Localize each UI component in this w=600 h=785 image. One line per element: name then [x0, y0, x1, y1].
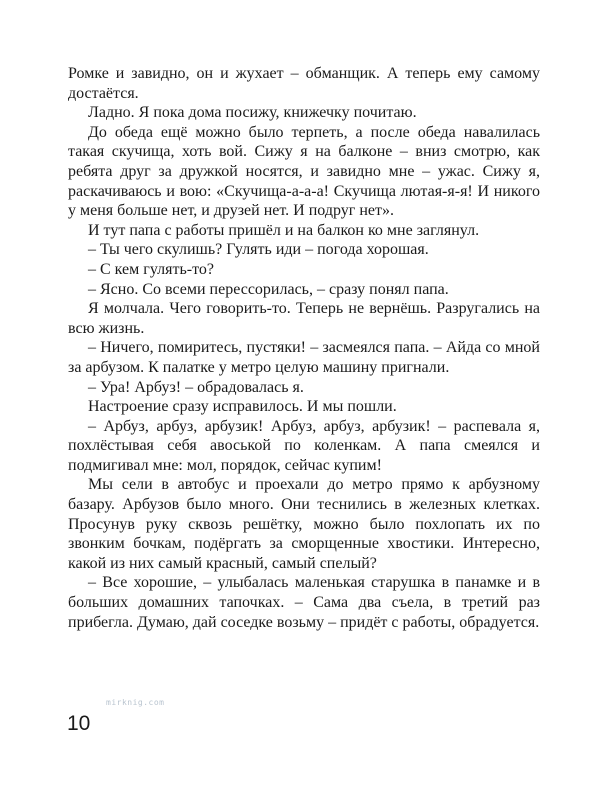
paragraph: Ладно. Я пока дома посижу, книжечку почитаю.	[88, 104, 417, 122]
paragraph: Я молчала. Чего говорить-то. Теперь не вернёшь. Разругались на всю жизнь.	[68, 300, 540, 337]
paragraph: – Арбуз, арбуз, арбузик! Арбуз, арбуз, арбузик! – распевала я, похлёстывая себя авоськой по коленкам. А папа смеялся и подмигивал мне: мол, порядок, сейчас купим!	[68, 417, 540, 474]
paragraph: – Ясно. Со всеми перессорилась, – сразу понял папа.	[88, 280, 449, 298]
page-number: 10	[67, 712, 91, 735]
paragraph: Настроение сразу исправилось. И мы пошли.	[88, 398, 397, 416]
paragraph: – Все хорошие, – улыбалась маленькая старушка в панамке и в больших домашних тапочках. – Сама два съела, в третий раз прибегла. Думаю, дай соседке возьму – придёт с работы, обрадуется.	[68, 574, 540, 631]
paragraph: Мы сели в автобус и проехали до метро прямо к арбузному базару. Арбузов было много. Они теснились в железных клетках. Просунув руку сквозь решётку, можно было похлопать их по звонким бочкам, подёргать за сморщенные хвостики. Интересно, какой из них самый красный, самый спелый?	[68, 476, 540, 572]
paragraph: И тут папа с работы пришёл и на балкон ко мне заглянул.	[88, 221, 480, 239]
paragraph: – Ты чего скулишь? Гулять иди – погода хорошая.	[88, 241, 429, 259]
paragraph: До обеда ещё можно было терпеть, а после обеда навалилась такая скучища, хоть вой. Сижу я на балконе – вниз смотрю, как ребята друг за дружкой носятся, и завидно мне – ужас. Сижу я, раскачиваюсь и вою: «Скучища-а-а-а! Скучища лютая-я-я! И никого у меня больше нет, и друзей нет. И подруг нет».	[68, 123, 540, 220]
paragraph: – Ура! Арбуз! – обрадовалась я.	[88, 378, 304, 396]
paragraph: – Ничего, помиритесь, пустяки! – засмеялся папа. – Айда со мной за арбузом. К палатке у метро целую машину пригнали.	[68, 339, 540, 376]
paragraph: – С кем гулять-то?	[88, 260, 214, 278]
watermark: mirknig.com	[106, 698, 165, 707]
page-body-text	[68, 64, 540, 632]
paragraph: Ромке и завидно, он и жухает – обманщик. А теперь ему самому достаётся.	[68, 65, 540, 102]
